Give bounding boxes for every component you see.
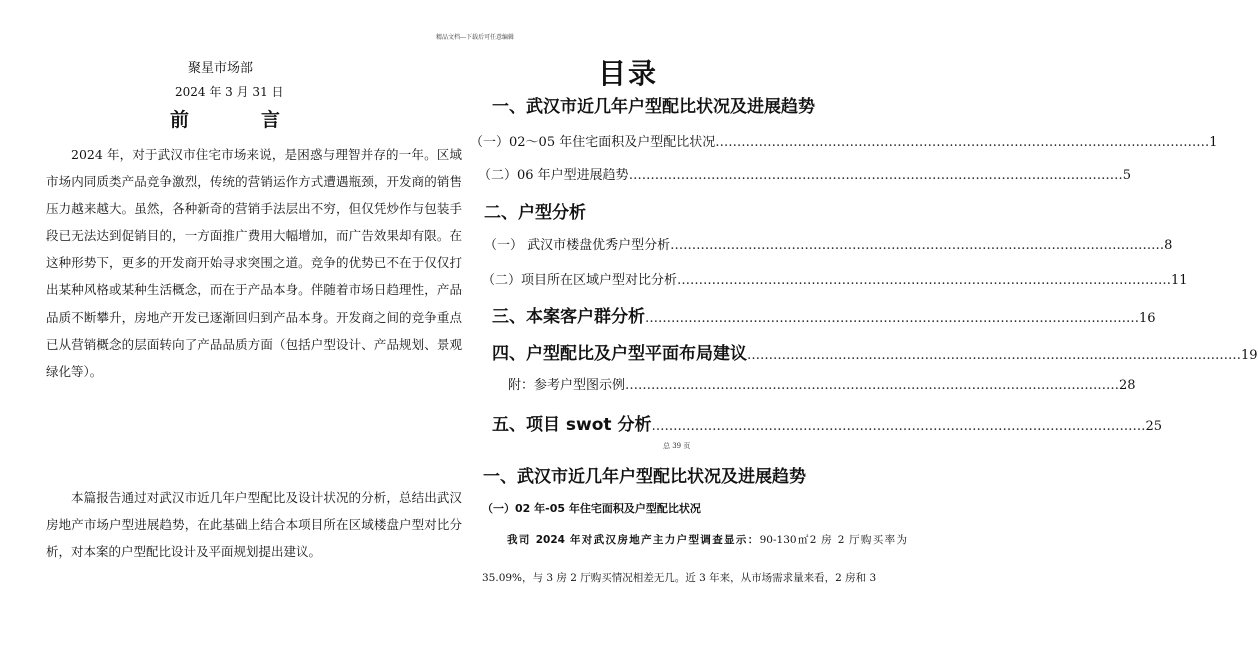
- toc-title: 目录: [598, 57, 659, 90]
- toc-page-number: 5: [1122, 168, 1131, 183]
- toc-page-number: 25: [1145, 419, 1163, 434]
- toc-entry-text: （二）项目所在区域户型对比分析: [482, 273, 678, 288]
- header-note: 精品文档---下载后可任意编辑: [435, 34, 515, 41]
- toc-page-number: 16: [1139, 311, 1156, 326]
- toc-entry-2-2[interactable]: [482, 269, 1188, 288]
- toc-entry-2-1[interactable]: [484, 234, 1173, 253]
- section-body: [482, 521, 907, 597]
- toc-entry-text: （一）02～05 年住宅面积及户型配比状况: [470, 135, 716, 150]
- toc-dot-leader: ……………………………………………………………………………………………………: [625, 378, 1120, 393]
- page-total: 总 39 页: [663, 442, 691, 450]
- preface-paragraph-2: [46, 484, 462, 565]
- section-paragraph: [482, 521, 907, 597]
- toc-dot-leader: ……………………………………………………………………………………………………: [628, 168, 1123, 183]
- toc-entry-section-1[interactable]: [492, 92, 815, 117]
- toc-entry-appendix[interactable]: [508, 374, 1136, 393]
- toc-entry-section-2[interactable]: [484, 198, 586, 223]
- toc-dot-leader: ……………………………………………………………………………………………………: [677, 273, 1172, 288]
- section-subheading: （一）02 年-05 年住宅面积及户型配比状况: [482, 502, 701, 515]
- toc-entry-1-2[interactable]: [478, 164, 1131, 183]
- toc-entry-text: 一、武汉市近几年户型配比状况及进展趋势: [492, 97, 815, 117]
- preface-paragraph-1-text: 2024 年，对于武汉市住宅市场来说，是困惑与理智并存的一年。区域市场内同质类产品竞争激烈，传统的营销运作方式遭遇瓶颈，开发商的销售压力越来越大。虽然，各种新奇的营销手法层出不穷，但仅凭炒作与包装手段已无法达到促销目的，一方面推广费用大幅增加，而广告效果却有限。在这种形势下，更多的开发商开始寻求突围之道。竞争的优势已不在于仅仅打出某种风格或某种生活概念，而在于产品本身。伴随着市场日趋理性，产品品质不断攀升，房地产开发已逐渐回归到产品本身。开发商之间的竞争重点已从营销概念的层面转向了产品品质方面（包括户型设计、产品规划、景观绿化等）。: [46, 147, 462, 379]
- toc-page-number: 28: [1119, 378, 1136, 393]
- toc-entry-text: 三、本案客户群分析: [492, 307, 645, 327]
- toc-entry-text: （一） 武汉市楼盘优秀户型分析: [484, 238, 671, 253]
- toc-page-number: 8: [1164, 238, 1173, 253]
- section-lead-bold: 我司 2024 年对武汉房地产主力户型调查显示：: [507, 534, 760, 546]
- toc-page-number: 19: [1241, 348, 1258, 363]
- toc-dot-leader: ……………………………………………………………………………………………………: [651, 419, 1146, 434]
- department-name: 聚星市场部: [188, 61, 254, 76]
- toc-entry-text: （二）06 年户型进展趋势: [478, 168, 629, 183]
- toc-entry-text: 五、项目 swot 分析: [492, 415, 652, 435]
- toc-dot-leader: ……………………………………………………………………………………………………: [747, 348, 1241, 363]
- toc-dot-leader: ……………………………………………………………………………………………………: [670, 238, 1165, 253]
- toc-entry-text: 四、户型配比及户型平面布局建议: [492, 344, 747, 364]
- report-date: 2024 年 3 月 31 日: [175, 85, 284, 99]
- toc-entry-section-3[interactable]: [492, 302, 1156, 327]
- toc-entry-text: 附：参考户型图示例: [508, 378, 626, 393]
- toc-entry-text: 二、户型分析: [484, 203, 586, 223]
- section-heading: 一、武汉市近几年户型配比状况及进展趋势: [483, 467, 806, 487]
- toc-dot-leader: ……………………………………………………………………………………………………: [645, 311, 1139, 326]
- section-lead-text: 90-130㎡2 房 2 厅购买率为 35.09%，与 3 房 2 厅购买情况相差无几。近 3 年来，从市场需求量来看，2 房和 3: [482, 534, 907, 584]
- toc-page-number: 11: [1171, 273, 1188, 288]
- toc-dot-leader: ……………………………………………………………………………………………………: [715, 135, 1210, 150]
- toc-entry-section-5[interactable]: [492, 410, 1163, 435]
- toc-entry-1-1[interactable]: [470, 131, 1218, 150]
- toc-page-number: 1: [1209, 135, 1218, 150]
- preface-title: 前言: [170, 109, 353, 131]
- preface-paragraph-1: [46, 141, 462, 385]
- toc-entry-section-4[interactable]: [492, 339, 1258, 364]
- preface-paragraph-2-text: 本篇报告通过对武汉市近几年户型配比及设计状况的分析，总结出武汉房地产市场户型进展趋势，在此基础上结合本项目所在区域楼盘户型对比分析，对本案的户型配比设计及平面规划提出建议。: [46, 490, 462, 560]
